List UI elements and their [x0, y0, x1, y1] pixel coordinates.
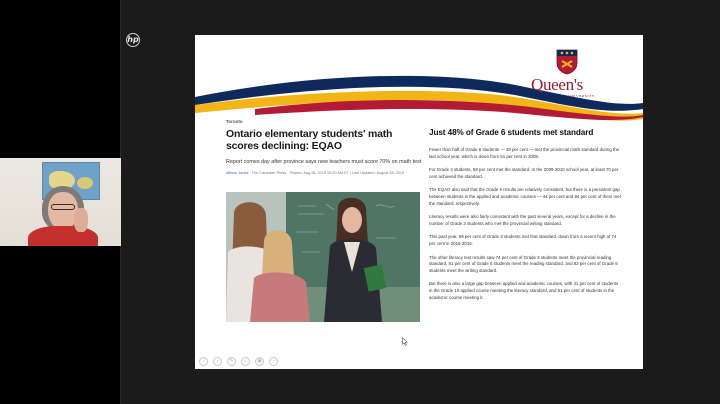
- mouse-cursor-icon: [402, 337, 408, 346]
- slides-icon[interactable]: ▣: [255, 357, 264, 366]
- article-location: Toronto: [226, 119, 243, 124]
- queens-crest-icon: [556, 49, 578, 75]
- participant-strip: [0, 0, 121, 404]
- article-header: [226, 119, 422, 175]
- article-dek: Report comes day after province says new teachers must score 70% on math test: [226, 159, 422, 165]
- classroom-photo: [226, 192, 420, 322]
- article-body: [429, 128, 621, 301]
- article-byline: [226, 171, 422, 175]
- article-paragraph: Literacy results were also fairly consistent with the past several years, except for a decline in the number of Grade 3 students who met the provincial writing standard.: [429, 214, 616, 226]
- zoom-icon[interactable]: ⌕: [241, 357, 250, 366]
- article-paragraph: The other literacy test results saw 74 per cent of Grade 3 students meet the provincial reading standard, 81 per cent of Grade 6 students meet the reading standard, and 82 per cent of Grade 6 students meet the writing standard.: [429, 254, 618, 273]
- queens-wordmark: Queen's: [531, 75, 583, 94]
- more-icon[interactable]: ⋯: [271, 358, 276, 364]
- author-link[interactable]: Allison Jones: [226, 171, 249, 175]
- article-paragraph: But there is also a large gap between applied and academic courses, with 41 per cent of students in the Grade 10 applied course meeting the literacy standard, and 91 per cent of students in the academic course meeting it.: [429, 281, 619, 300]
- article-paragraph: The EQAO also said that the Grade 9 results are relatively consistent, but there is a persistent gap between students in the applied and academic courses — 44 per cent and 84 per cent of them met the standard, respectively.: [429, 187, 621, 206]
- slideshow-toolbar: [199, 357, 278, 366]
- byline-meta: · The Canadian Press · Posted: Aug 28, 2019 10:20 AM ET | Last Updated: August 28, 2019: [248, 171, 405, 175]
- hp-logo-icon: hp: [126, 33, 140, 47]
- pen-icon[interactable]: ✎: [227, 357, 236, 366]
- article-headline: Ontario elementary students' math scores declining: EQAO: [226, 128, 393, 152]
- queens-university-label: UNIVERSITY: [568, 94, 595, 98]
- previous-icon[interactable]: ‹: [199, 357, 208, 366]
- article-paragraph: Fewer than half of Grade 6 students — 48 per cent — met the provincial math standard during the last school year, which is down from 61 per cent in 2009.: [429, 147, 620, 159]
- article-paragraph: For Grade 3 students, 58 per cent met the standard. In the 2009-2010 school year, at least 70 per cent achieved the standard.: [429, 167, 619, 179]
- article-paragraph: This past year, 69 per cent of Grade 3 students met that standard, down from a recent high of 74 per cent in 2015-2016.: [429, 234, 617, 246]
- participant-video[interactable]: [0, 158, 121, 246]
- presentation-slide: [195, 35, 643, 369]
- next-icon[interactable]: ›: [213, 357, 222, 366]
- section-heading: Just 48% of Grade 6 students met standard: [429, 128, 594, 137]
